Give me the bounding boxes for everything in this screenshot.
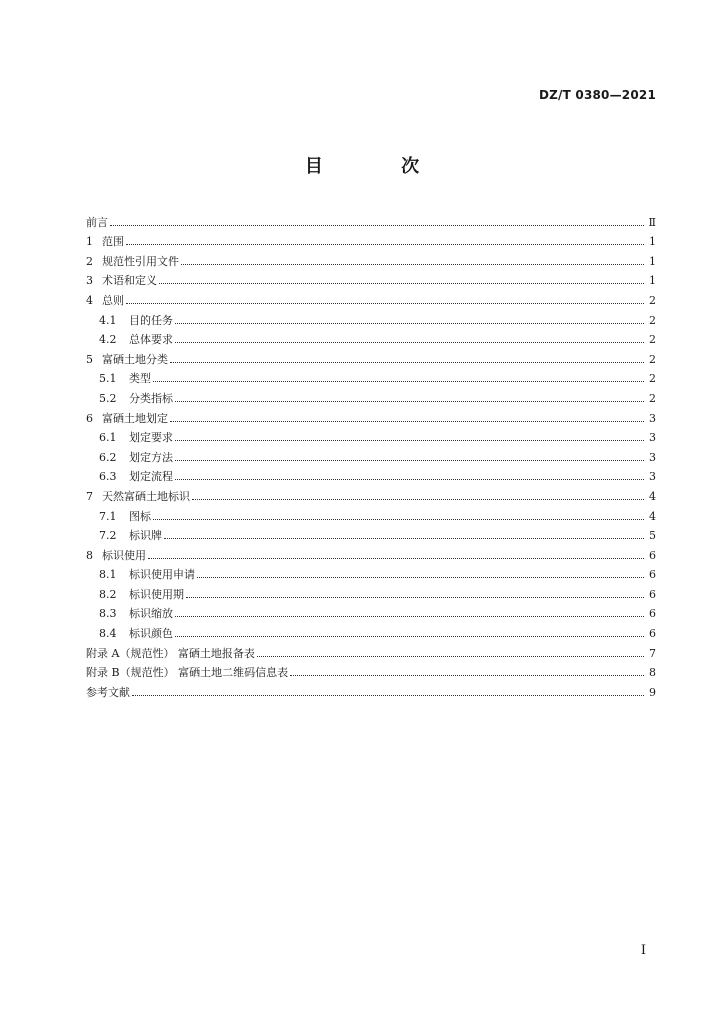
toc-entry[interactable]: [86, 602, 656, 622]
toc-entry-label: 标识牌: [129, 529, 162, 543]
toc-entry-number: 6.3: [99, 470, 117, 484]
toc-entry-label: 附录 A（规范性） 富硒土地报备表: [86, 646, 255, 660]
toc-entry[interactable]: [86, 230, 656, 250]
toc-entry-label: 总体要求: [129, 333, 173, 347]
toc-entry-label: 分类指标: [129, 391, 173, 405]
toc-entry-page: 6: [649, 607, 656, 621]
toc-entry-page: 3: [649, 431, 656, 445]
toc-entry[interactable]: [86, 465, 656, 485]
toc-leader-dots: [175, 478, 644, 480]
toc-leader-dots: [153, 518, 644, 520]
toc-entry-number: 7.1: [99, 509, 117, 523]
toc-entry-label: 划定要求: [129, 431, 173, 445]
toc-leader-dots: [175, 615, 644, 617]
toc-entry-number: 8: [86, 548, 93, 562]
toc-leader-dots: [164, 537, 644, 539]
toc-entry[interactable]: [86, 504, 656, 524]
toc-leader-dots: [181, 263, 644, 265]
toc-entry-label: 范围: [102, 235, 124, 249]
toc-entry-number: 4.2: [99, 333, 117, 347]
toc-entry[interactable]: [86, 484, 656, 504]
toc-entry-page: 3: [649, 470, 656, 484]
toc-entry-label: 标识使用期: [129, 587, 184, 601]
toc-entry-page: 2: [649, 391, 656, 405]
toc-entry-number: 5.1: [99, 372, 117, 386]
toc-entry-label: 富硒土地分类: [102, 352, 168, 366]
toc-entry-number: 8.4: [99, 627, 117, 641]
toc-leader-dots: [175, 459, 644, 461]
toc-entry[interactable]: [86, 621, 656, 641]
toc-entry-number: 1: [86, 235, 93, 249]
toc-leader-dots: [159, 282, 644, 284]
page-number: I: [640, 943, 646, 958]
toc-entry[interactable]: [86, 386, 656, 406]
toc-leader-dots: [192, 498, 644, 500]
toc-entry-page: 6: [649, 587, 656, 601]
toc-entry[interactable]: [86, 582, 656, 602]
toc-entry-label: 标识使用: [102, 548, 146, 562]
toc-entry-label: 图标: [129, 509, 151, 523]
toc-entry-number: 8.3: [99, 607, 117, 621]
toc-entry-page: 3: [649, 411, 656, 425]
toc-entry-number: 4.1: [99, 313, 117, 327]
toc-entry-label: 标识缩放: [129, 607, 173, 621]
toc-entry-page: 1: [649, 274, 656, 288]
toc-entry-label: 前言: [86, 215, 108, 229]
toc-entry-page: 1: [649, 235, 656, 249]
toc-entry-number: 7.2: [99, 529, 117, 543]
toc-entry-page: 6: [649, 568, 656, 582]
toc-leader-dots: [175, 439, 644, 441]
toc-leader-dots: [175, 341, 644, 343]
toc-entry-number: 8.1: [99, 568, 117, 582]
toc-entry-number: 6: [86, 411, 93, 425]
toc-leader-dots: [126, 302, 644, 304]
toc-entry-page: 2: [649, 293, 656, 307]
toc-entry-number: 6.2: [99, 450, 117, 464]
toc-leader-dots: [170, 420, 644, 422]
toc-entry-page: 6: [649, 548, 656, 562]
toc-entry-label: 参考文献: [86, 685, 130, 699]
toc-entry-number: 6.1: [99, 431, 117, 445]
toc-entry-label: 划定流程: [129, 470, 173, 484]
toc-leader-dots: [257, 655, 644, 657]
toc-entry[interactable]: [86, 661, 656, 681]
toc-leader-dots: [148, 557, 644, 559]
toc-entry-page: 1: [649, 254, 656, 268]
toc-entry-page: 7: [649, 646, 656, 660]
toc-leader-dots: [175, 322, 644, 324]
toc-entry-label: 划定方法: [129, 450, 173, 464]
toc-leader-dots: [132, 694, 644, 696]
toc-entry-number: 7: [86, 489, 93, 503]
toc-entry[interactable]: [86, 210, 656, 230]
table-of-contents: [86, 210, 656, 700]
toc-entry[interactable]: [86, 563, 656, 583]
toc-entry[interactable]: [86, 406, 656, 426]
page-title: 目 次: [304, 156, 456, 177]
toc-entry-page: 8: [649, 666, 656, 680]
toc-leader-dots: [186, 596, 644, 598]
toc-entry-page: 6: [649, 627, 656, 641]
toc-entry-page: 2: [649, 333, 656, 347]
toc-leader-dots: [175, 400, 644, 402]
toc-entry[interactable]: [86, 328, 656, 348]
toc-entry-label: 总则: [102, 293, 124, 307]
toc-entry-label: 类型: [129, 372, 151, 386]
toc-leader-dots: [153, 380, 644, 382]
toc-entry-page: 2: [649, 352, 656, 366]
toc-entry-page: 9: [649, 685, 656, 699]
toc-entry[interactable]: [86, 680, 656, 700]
toc-entry-number: 5.2: [99, 391, 117, 405]
toc-entry[interactable]: [86, 426, 656, 446]
toc-entry-page: 2: [649, 313, 656, 327]
toc-entry-number: 3: [86, 274, 93, 288]
toc-leader-dots: [175, 635, 644, 637]
toc-entry-number: 5: [86, 352, 93, 366]
toc-entry[interactable]: [86, 524, 656, 544]
toc-entry-page: 3: [649, 450, 656, 464]
toc-leader-dots: [170, 361, 644, 363]
toc-entry[interactable]: [86, 269, 656, 289]
toc-entry[interactable]: [86, 249, 656, 269]
toc-entry[interactable]: [86, 288, 656, 308]
standard-code: DZ/T 0380—2021: [538, 88, 656, 102]
toc-leader-dots: [110, 224, 644, 226]
toc-entry[interactable]: [86, 347, 656, 367]
toc-entry-number: 2: [86, 254, 93, 268]
toc-entry[interactable]: [86, 367, 656, 387]
toc-entry[interactable]: [86, 308, 656, 328]
toc-leader-dots: [197, 576, 644, 578]
toc-entry-page: 4: [649, 489, 656, 503]
toc-entry-label: 规范性引用文件: [102, 254, 179, 268]
toc-entry-label: 术语和定义: [102, 274, 157, 288]
toc-entry-label: 标识使用申请: [129, 568, 195, 582]
toc-entry-number: 8.2: [99, 587, 117, 601]
toc-leader-dots: [290, 674, 644, 676]
toc-entry-page: 4: [649, 509, 656, 523]
toc-entry-page: 5: [649, 529, 656, 543]
toc-entry[interactable]: [86, 543, 656, 563]
toc-entry-label: 标识颜色: [129, 627, 173, 641]
toc-leader-dots: [126, 243, 644, 245]
toc-entry-label: 天然富硒土地标识: [102, 489, 190, 503]
toc-entry-number: 4: [86, 293, 93, 307]
toc-entry-page: Ⅱ: [648, 215, 656, 229]
toc-entry-label: 目的任务: [129, 313, 173, 327]
toc-entry-label: 富硒土地划定: [102, 411, 168, 425]
toc-entry[interactable]: [86, 445, 656, 465]
toc-entry-label: 附录 B（规范性） 富硒土地二维码信息表: [86, 666, 289, 680]
toc-entry[interactable]: [86, 641, 656, 661]
toc-entry-page: 2: [649, 372, 656, 386]
